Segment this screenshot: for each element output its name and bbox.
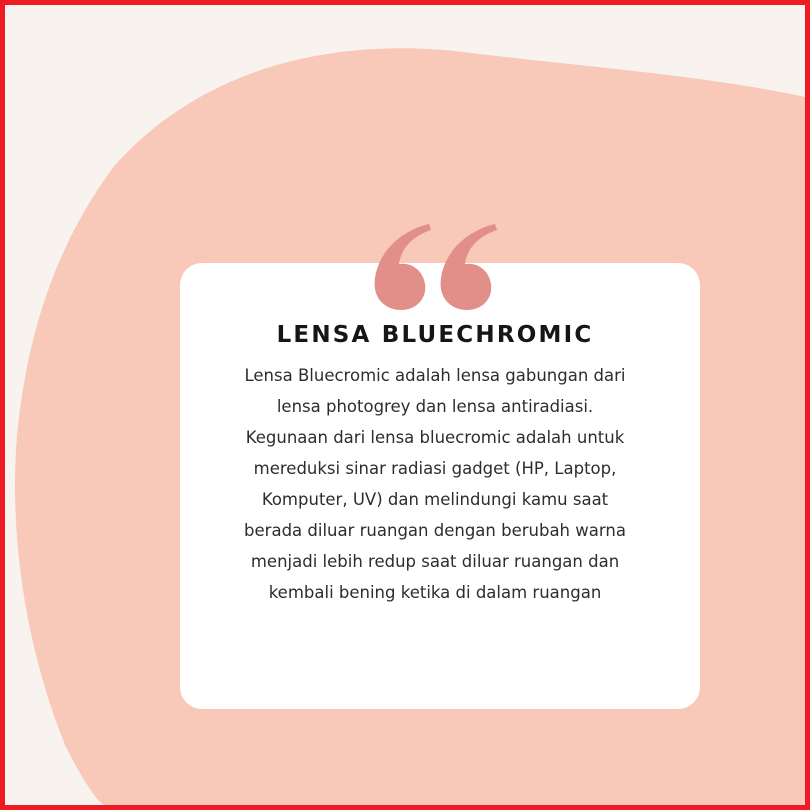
description-line: berada diluar ruangan dengan berubah warna <box>244 521 626 540</box>
description-line: menjadi lebih redup saat diluar ruangan dan <box>250 552 620 571</box>
opening-double-quote-icon <box>367 216 499 312</box>
description-line: Komputer, UV) dan melindungi kamu saat <box>261 490 609 509</box>
card-title: LENSA BLUECHROMIC <box>276 322 594 348</box>
description-line: kembali bening ketika di dalam ruangan <box>268 583 602 602</box>
description-line: Kegunaan dari lensa bluecromic adalah untuk <box>245 428 625 447</box>
card-description <box>200 360 670 608</box>
description-line: lensa photogrey dan lensa antiradiasi. <box>276 397 594 416</box>
description-line: Lensa Bluecromic adalah lensa gabungan dari <box>244 366 626 385</box>
description-line: mereduksi sinar radiasi gadget (HP, Laptop, <box>253 459 617 478</box>
